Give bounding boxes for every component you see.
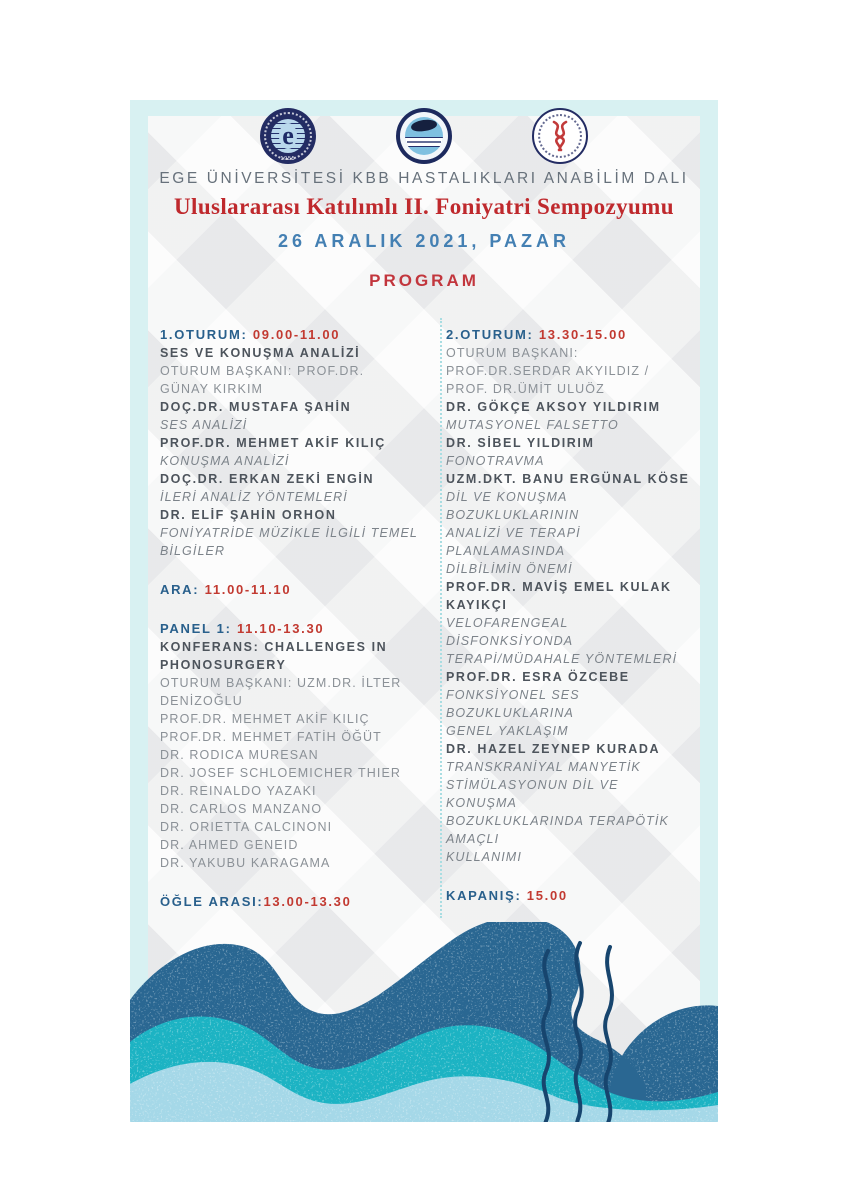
department-name: EGE ÜNİVERSİTESİ KBB HASTALIKLARI ANABİLİM DALI: [159, 170, 689, 187]
program-line: DR. AHMED GENEID: [160, 838, 299, 852]
schedule-column-morning: [160, 326, 428, 911]
spacer: [160, 560, 428, 581]
ege-logo-letter: e: [279, 123, 297, 149]
program-line: DR. REINALDO YAZAKI: [160, 784, 317, 798]
program-line: GÜNAY KIRKIM: [160, 382, 264, 396]
ege-medical-faculty-logo: [532, 108, 588, 164]
talk-topic: KULLANIMI: [446, 850, 522, 864]
speaker-name: DR. GÖKÇE AKSOY YILDIRIM: [446, 400, 661, 414]
talk-topic: VELOFARENGEAL DİSFONKSİYONDA: [446, 616, 574, 648]
session-heading: [160, 581, 428, 599]
talk-topic: DİL VE KONUŞMA BOZUKLUKLARININ: [446, 490, 580, 522]
session-heading: [446, 326, 690, 344]
event-date: 26 ARALIK 2021, PAZAR: [277, 231, 571, 251]
speaker-name: KONFERANS: CHALLENGES IN: [160, 640, 388, 654]
sound-wave-lines: [534, 940, 624, 1122]
spacer: [160, 872, 428, 893]
program-line: DR. ORIETTA CALCINONI: [160, 820, 333, 834]
schedule-column-afternoon: [428, 326, 690, 911]
session-heading: [160, 620, 428, 638]
kbb-logo-emblem: [410, 118, 437, 133]
session-time: 11.00-11.10: [204, 582, 292, 597]
column-divider: [440, 318, 442, 918]
program-line: OTURUM BAŞKANI: PROF.DR.: [160, 364, 365, 378]
program-line: PROF.DR.SERDAR AKYILDIZ /: [446, 364, 650, 378]
program-line: DENİZOĞLU: [160, 694, 243, 708]
program-line: OTURUM BAŞKANI:: [446, 346, 579, 360]
talk-topic: GENEL YAKLAŞIM: [446, 724, 569, 738]
speaker-name: KAYIKÇI: [446, 598, 508, 612]
session-time: 13.30-15.00: [538, 327, 627, 342]
ege-university-logo-inner: [271, 119, 305, 153]
program-line: PROF.DR. MEHMET FATİH ÖĞÜT: [160, 730, 382, 744]
spacer: [160, 599, 428, 620]
program-schedule: [160, 326, 690, 911]
speaker-name: DR. ELİF ŞAHİN ORHON: [160, 508, 337, 522]
session-label: PANEL 1:: [160, 621, 232, 636]
program-line: DR. RODICA MURESAN: [160, 748, 319, 762]
symposium-title: Uluslararası Katılımlı II. Foniyatri Sempozyumu: [174, 194, 674, 219]
speaker-name: PHONOSURGERY: [160, 658, 287, 672]
program-line: DR. YAKUBU KARAGAMA: [160, 856, 331, 870]
session-label: 2.OTURUM:: [446, 327, 534, 342]
session-heading: [446, 887, 690, 905]
talk-topic: İLERİ ANALİZ YÖNTEMLERİ: [160, 490, 348, 504]
program-line: PROF.DR. MEHMET AKİF KILIÇ: [160, 712, 370, 726]
session-time: 13.00-13.30: [263, 894, 352, 909]
talk-topic: SES ANALİZİ: [160, 418, 248, 432]
session-time: 11.10-13.30: [236, 621, 325, 636]
session-label: KAPANIŞ:: [446, 888, 522, 903]
spacer: [446, 866, 690, 887]
session-time: 09.00-11.00: [252, 327, 341, 342]
talk-topic: BİLGİLER: [160, 544, 226, 558]
talk-topic: TERAPİ/MÜDAHALE YÖNTEMLERİ: [446, 652, 678, 666]
program-heading: PROGRAM: [369, 271, 479, 290]
kbb-logo-globe: [405, 117, 443, 155]
program-line: DR. CARLOS MANZANO: [160, 802, 323, 816]
symposium-poster: [130, 100, 718, 1122]
session-label: ARA:: [160, 582, 200, 597]
talk-topic: ANALİZİ VE TERAPİ PLANLAMASINDA: [446, 526, 581, 558]
talk-topic: MUTASYONEL FALSETTO: [446, 418, 619, 432]
talk-topic: FONKSİYONEL SES BOZUKLUKLARINA: [446, 688, 580, 720]
session-label: ÖĞLE ARASI:: [160, 894, 264, 909]
talk-topic: BOZUKLUKLARINDA TERAPÖTİK AMAÇLI: [446, 814, 669, 846]
speaker-name: SES VE KONUŞMA ANALİZİ: [160, 346, 361, 360]
session-heading: [160, 893, 428, 911]
speaker-name: UZM.DKT. BANU ERGÜNAL KÖSE: [446, 472, 690, 486]
talk-topic: DİLBİLİMİN ÖNEMİ: [446, 562, 573, 576]
speaker-name: DR. SİBEL YILDIRIM: [446, 436, 595, 450]
speaker-name: PROF.DR. MEHMET AKİF KILIÇ: [160, 436, 386, 450]
session-heading: [160, 326, 428, 344]
speaker-name: PROF.DR. MAVİŞ EMEL KULAK: [446, 580, 672, 594]
kbb-society-logo: [396, 108, 452, 164]
talk-topic: KONUŞMA ANALİZİ: [160, 454, 290, 468]
speaker-name: DOÇ.DR. ERKAN ZEKİ ENGİN: [160, 472, 375, 486]
talk-topic: FONOTRAVMA: [446, 454, 545, 468]
speaker-name: DR. HAZEL ZEYNEP KURADA: [446, 742, 661, 756]
talk-topic: FONİYATRİDE MÜZİKLE İLGİLİ TEMEL: [160, 526, 418, 540]
session-label: 1.OTURUM:: [160, 327, 248, 342]
ocean-waves-graphic: [130, 922, 718, 1122]
logo-row: [130, 108, 718, 164]
speaker-name: PROF.DR. ESRA ÖZCEBE: [446, 670, 630, 684]
program-line: OTURUM BAŞKANI: UZM.DR. İLTER: [160, 676, 402, 690]
program-line: DR. JOSEF SCHLOEMICHER THIER: [160, 766, 402, 780]
ege-logo-year: 1955: [280, 156, 296, 162]
medical-emblem-icon: [546, 119, 574, 153]
talk-topic: STİMÜLASYONUN DİL VE KONUŞMA: [446, 778, 619, 810]
program-line: PROF. DR.ÜMİT ULUÖZ: [446, 382, 605, 396]
session-time: 15.00: [526, 888, 568, 903]
talk-topic: TRANSKRANİYAL MANYETİK: [446, 760, 641, 774]
ege-university-logo: [260, 108, 316, 164]
speaker-name: DOÇ.DR. MUSTAFA ŞAHİN: [160, 400, 352, 414]
